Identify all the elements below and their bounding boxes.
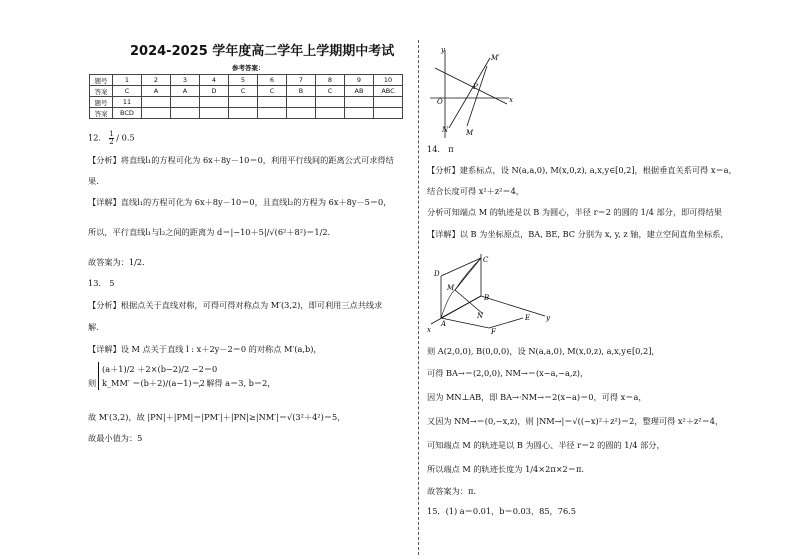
table-row: 题号 1 2 3 4 5 6 7 8 9 10 (90, 75, 403, 86)
q13-system-post: ，解得 a＝3, b＝2， (198, 378, 276, 388)
answer-table (89, 74, 403, 119)
q14-answer: 故答案为：π. (427, 486, 476, 496)
line-m-m1 (467, 66, 487, 126)
svg-text:C: C (483, 256, 489, 264)
q13-result: 故 M′(3,2)，故 |PN|＋|PM|＝|PM′|＋|PN|≥|NM′|＝√(3²＋4²)＝5， (88, 412, 346, 422)
figure-1 (425, 42, 535, 142)
figure-2 (425, 250, 555, 335)
segment-cm (455, 258, 481, 290)
q14-locus: 可知端点 M 的轨迹是以 B 为圆心、半径 r＝2 的圆的 1/4 部分， (427, 440, 665, 450)
svg-text:B: B (484, 294, 490, 302)
q13-analysis: 【分析】根据点关于直线对称，可得可得对称点为 M′(3,2)，即可利用三点共线求 (88, 300, 383, 310)
svg-text:M: M (447, 284, 455, 292)
q13-detail: 【详解】设 M 点关于直线 l : x＋2y－2＝0 的对称点 M′(a,b)， (88, 344, 322, 354)
svg-text:F: F (491, 328, 496, 335)
q15-head: 15．(1) a＝0.01，b＝0.03，85，76.5 (427, 506, 576, 516)
svg-text:x: x (427, 326, 431, 334)
q14-detail: 【详解】以 B 为坐标原点，BA, BE, BC 分别为 x, y, z 轴，建立空间直角坐标系， (427, 229, 729, 239)
q14-analysis-3: 分析可知端点 M 的轨迹是以 B 为圆心，半径 r＝2 的圆的 1/4 部分，即可得结果 (427, 207, 722, 217)
q12-analysis: 【分析】将直线l₁的方程可化为 6x＋8y－10＝0，利用平行线间的距离公式可求得结 (88, 155, 394, 165)
q14-vector-1: 可得 BA→＝(2,0,0), NM→＝(x−a,−a,z)， (427, 368, 589, 378)
svg-text:A: A (441, 320, 447, 328)
q13-system-pre: 则 (88, 378, 97, 388)
q12-answer: 故答案为：1/2． (88, 257, 151, 267)
q14-coords: 则 A(2,0,0), B(0,0,0)，设 N(a,a,0), M(x,0,z), a,x,y∈[0,2]， (427, 346, 660, 356)
q12-detail: 【详解】直线l₁的方程可化为 6x＋8y－10＝0，且直线l₂的方程为 6x＋8y－5＝0， (88, 197, 392, 207)
line-l (435, 68, 507, 104)
q12-analysis-2: 果. (88, 176, 99, 186)
q13-system: (a＋1)/2 ＋2×(b−2)/2 −2＝0 k_MM′ ＝(b＋2)/(a−1)＝2 (98, 362, 217, 390)
segment-mn (455, 290, 483, 314)
svg-text:y: y (546, 314, 550, 322)
table-row: 答案 BCD (90, 108, 403, 119)
svg-text:N: N (477, 312, 484, 320)
column-divider (418, 40, 419, 555)
q14-head: 14． π (427, 144, 454, 154)
q13-analysis-2: 解. (88, 322, 99, 332)
q14-vector-2: 因为 MN⊥AB，即 BA→·NM→＝2(x−a)＝0，可得 x＝a， (427, 392, 647, 402)
svg-text:M: M (466, 129, 474, 137)
q14-length: 所以端点 M 的轨迹长度为 1/4×2π×2＝π. (427, 464, 584, 474)
q13-answer: 故最小值为：5 (88, 433, 143, 443)
subtitle: 参考答案： (232, 64, 265, 72)
table-row: 答案 C A A D C C B C AB ABC (90, 86, 403, 97)
q12-distance: 所以，平行直线l₁与l₂之间的距离为 d＝|−10＋5|/√(6²＋8²)＝1/2． (88, 227, 336, 237)
q14-analysis: 【分析】建系标点，设 N(a,a,0), M(x,0,z), a,x,y∈[0,2]，根据垂直关系可得 x＝a， (427, 165, 737, 175)
q13-head: 13． 5 (88, 278, 115, 288)
page-title: 2024-2025 学年度高二学年上学期期中考试 (130, 44, 395, 59)
svg-text:y: y (441, 46, 445, 54)
q14-analysis-2: 结合长度可得 x²＋z²＝4， (427, 186, 524, 196)
svg-text:P: P (473, 83, 478, 91)
svg-text:x: x (509, 96, 513, 104)
table-row: 题号 11 (90, 97, 403, 108)
svg-text:O: O (437, 98, 443, 106)
q14-vector-3: 又因为 NM→＝(0,−x,z)，则 |NM→|＝√((−x)²＋z²)＝2，整理可得 x²＋z²＝4， (427, 416, 724, 426)
edge-fe (489, 318, 523, 328)
edge-dc (441, 258, 481, 276)
svg-text:E: E (525, 314, 531, 322)
q12-head: 12． $\frac{1}{2}$ / 0.5 (88, 130, 135, 146)
svg-text:N: N (442, 126, 449, 134)
svg-text:M′: M′ (491, 54, 500, 62)
y-axis (481, 296, 545, 316)
svg-text:D: D (434, 270, 440, 278)
